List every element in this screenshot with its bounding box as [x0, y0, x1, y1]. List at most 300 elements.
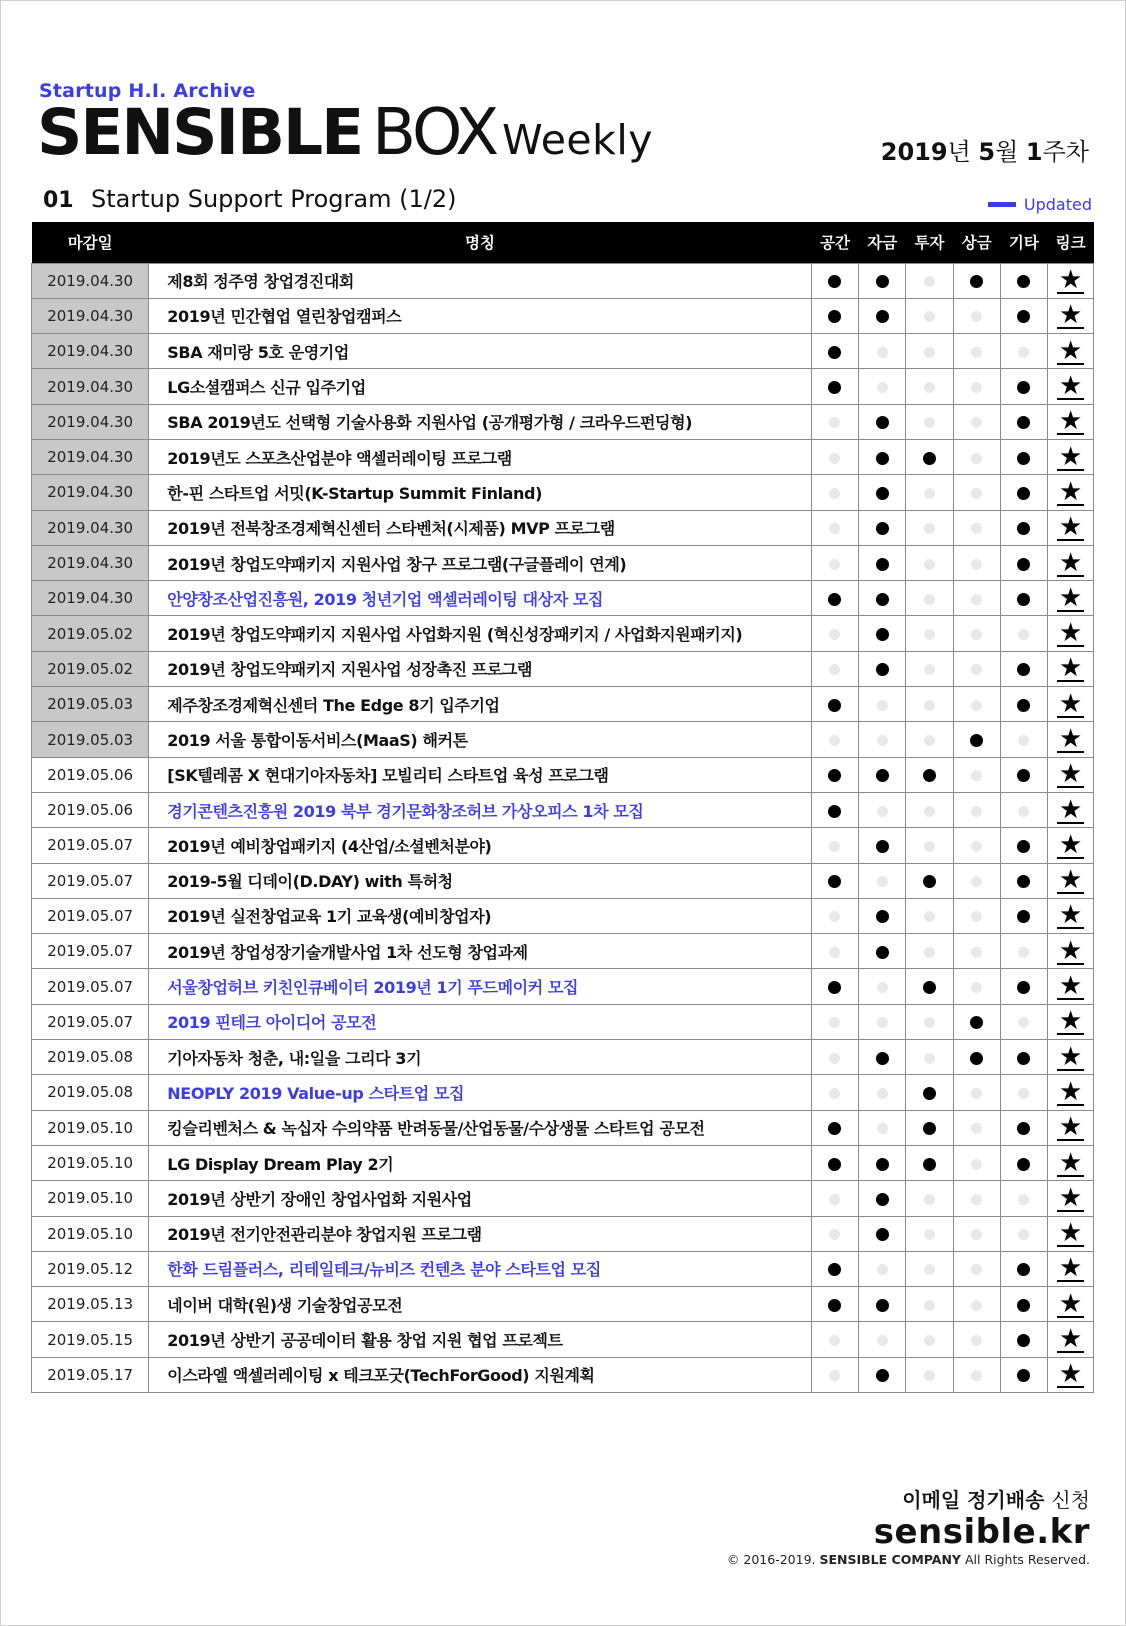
filled-dot-icon	[876, 1299, 889, 1312]
row-flag-other	[1000, 828, 1048, 863]
star-icon[interactable]: ★	[1058, 1288, 1083, 1319]
star-icon[interactable]: ★	[1058, 406, 1083, 437]
row-link[interactable]	[1048, 1004, 1094, 1039]
filled-dot-icon	[1017, 769, 1030, 782]
row-link[interactable]	[1048, 1357, 1094, 1392]
copyright-prefix: © 2016-2019.	[726, 1552, 816, 1567]
row-program-name: NEOPLY 2019 Value-up 스타트업 모집	[149, 1075, 811, 1110]
row-flag-other	[1000, 475, 1048, 510]
table-row	[32, 439, 1094, 474]
row-deadline	[32, 263, 149, 298]
row-flag-invest	[906, 1287, 954, 1322]
star-icon[interactable]: ★	[1058, 724, 1083, 754]
row-flag-space	[811, 687, 859, 722]
row-deadline-text: 2019.04.30	[47, 448, 134, 467]
row-link[interactable]	[1048, 969, 1094, 1004]
row-flag-invest	[906, 1004, 954, 1039]
empty-dot-icon	[877, 806, 888, 817]
star-icon[interactable]: ★	[1058, 688, 1083, 719]
filled-dot-icon	[1017, 699, 1030, 712]
star-icon[interactable]: ★	[1058, 759, 1083, 790]
filled-dot-icon	[1017, 310, 1030, 323]
empty-dot-icon	[971, 1194, 982, 1205]
row-flag-fund	[859, 475, 906, 510]
filled-dot-icon	[1017, 452, 1030, 465]
issue-month: 5	[978, 138, 996, 166]
row-deadline	[32, 369, 149, 404]
row-flag-prize	[953, 1216, 1000, 1251]
table-row	[32, 863, 1094, 898]
table-row	[32, 263, 1094, 298]
row-deadline-text: 2019.05.02	[47, 659, 134, 678]
star-icon[interactable]: ★	[1058, 371, 1083, 402]
row-deadline	[32, 687, 149, 722]
row-flag-prize	[953, 581, 1000, 616]
star-icon[interactable]: ★	[1058, 829, 1083, 860]
filled-dot-icon	[1017, 1052, 1030, 1065]
row-flag-space	[811, 1287, 859, 1322]
row-flag-prize	[953, 828, 1000, 863]
row-deadline	[32, 334, 149, 369]
row-flag-invest	[906, 863, 954, 898]
filled-dot-icon	[876, 910, 889, 923]
empty-dot-icon	[829, 735, 840, 746]
row-flag-fund	[859, 1251, 906, 1286]
empty-dot-icon	[971, 1088, 982, 1099]
row-flag-other	[1000, 439, 1048, 474]
row-deadline-text: 2019.04.30	[47, 483, 134, 502]
filled-dot-icon	[1017, 1334, 1030, 1347]
filled-dot-icon	[923, 769, 936, 782]
row-flag-space	[811, 1216, 859, 1251]
row-link[interactable]	[1048, 616, 1094, 651]
row-flag-fund	[859, 898, 906, 933]
row-link[interactable]	[1048, 687, 1094, 722]
row-link[interactable]	[1048, 369, 1094, 404]
table-row	[32, 757, 1094, 792]
row-deadline-text: 2019.05.17	[47, 1365, 134, 1384]
star-icon[interactable]: ★	[1058, 476, 1083, 507]
empty-dot-icon	[971, 382, 982, 393]
brand-title	[37, 98, 653, 168]
issue-week: 1	[1025, 138, 1043, 166]
row-program-name: 서울창업허브 키친인큐베이터 2019년 1기 푸드메이커 모집	[149, 969, 811, 1004]
empty-dot-icon	[877, 1264, 888, 1275]
table-row	[32, 581, 1094, 616]
row-flag-prize	[953, 1322, 1000, 1357]
row-link[interactable]	[1048, 651, 1094, 686]
row-flag-invest	[906, 757, 954, 792]
star-icon[interactable]: ★	[1058, 441, 1083, 472]
empty-dot-icon	[829, 1194, 840, 1205]
row-flag-prize	[953, 1181, 1000, 1216]
row-flag-invest	[906, 369, 954, 404]
empty-dot-icon	[877, 347, 888, 358]
issue-year-suffix: 년	[947, 138, 971, 166]
row-deadline-text: 2019.05.08	[47, 1048, 134, 1067]
empty-dot-icon	[1018, 1194, 1029, 1205]
row-link[interactable]	[1048, 792, 1094, 827]
empty-dot-icon	[971, 347, 982, 358]
row-deadline-text: 2019.05.07	[47, 942, 134, 961]
row-deadline	[32, 1181, 149, 1216]
row-link[interactable]	[1048, 545, 1094, 580]
row-flag-other	[1000, 898, 1048, 933]
row-deadline-text: 2019.05.02	[47, 624, 134, 643]
row-flag-fund	[859, 1322, 906, 1357]
empty-dot-icon	[924, 523, 935, 534]
empty-dot-icon	[924, 311, 935, 322]
row-deadline-text: 2019.05.07	[47, 871, 134, 890]
empty-dot-icon	[924, 947, 935, 958]
program-table	[31, 222, 1094, 1393]
empty-dot-icon	[1018, 1017, 1029, 1028]
archive-kicker: Startup H.I. Archive	[39, 80, 256, 102]
copyright	[727, 1552, 1090, 1567]
row-deadline-text: 2019.04.30	[47, 412, 134, 431]
row-flag-other	[1000, 934, 1048, 969]
row-flag-other	[1000, 1216, 1048, 1251]
filled-dot-icon	[923, 452, 936, 465]
row-flag-other	[1000, 510, 1048, 545]
filled-dot-icon	[876, 663, 889, 676]
star-icon[interactable]: ★	[1058, 1147, 1083, 1178]
row-flag-fund	[859, 1110, 906, 1145]
row-deadline-text: 2019.04.30	[47, 518, 134, 537]
row-flag-other	[1000, 969, 1048, 1004]
row-flag-invest	[906, 439, 954, 474]
star-icon[interactable]: ★	[1058, 547, 1083, 578]
row-flag-invest	[906, 1357, 954, 1392]
filled-dot-icon	[828, 1158, 841, 1171]
row-link[interactable]	[1048, 828, 1094, 863]
row-flag-invest	[906, 1110, 954, 1145]
table-row	[32, 828, 1094, 863]
row-program-name: 제주창조경제혁신센터 The Edge 8기 입주기업	[149, 687, 811, 722]
row-link[interactable]	[1048, 1251, 1094, 1286]
row-flag-invest	[906, 898, 954, 933]
filled-dot-icon	[1017, 275, 1030, 288]
filled-dot-icon	[970, 734, 983, 747]
row-link[interactable]	[1048, 934, 1094, 969]
empty-dot-icon	[829, 629, 840, 640]
row-link[interactable]	[1048, 439, 1094, 474]
empty-dot-icon	[877, 1335, 888, 1346]
star-icon[interactable]: ★	[1058, 512, 1083, 543]
star-icon[interactable]: ★	[1058, 794, 1083, 825]
filled-dot-icon	[1017, 558, 1030, 571]
empty-dot-icon	[924, 1370, 935, 1381]
row-flag-prize	[953, 1145, 1000, 1180]
table-row	[32, 510, 1094, 545]
row-flag-other	[1000, 863, 1048, 898]
star-icon[interactable]: ★	[1058, 300, 1083, 331]
row-flag-prize	[953, 969, 1000, 1004]
row-flag-invest	[906, 1181, 954, 1216]
empty-dot-icon	[971, 1264, 982, 1275]
filled-dot-icon	[828, 699, 841, 712]
filled-dot-icon	[970, 1052, 983, 1065]
filled-dot-icon	[828, 875, 841, 888]
row-flag-invest	[906, 263, 954, 298]
empty-dot-icon	[877, 735, 888, 746]
empty-dot-icon	[971, 559, 982, 570]
row-flag-invest	[906, 1040, 954, 1075]
row-link[interactable]	[1048, 1322, 1094, 1357]
row-deadline	[32, 722, 149, 757]
row-link[interactable]	[1048, 263, 1094, 298]
filled-dot-icon	[876, 310, 889, 323]
row-program-name: LG Display Dream Play 2기	[149, 1145, 811, 1180]
row-deadline-text: 2019.05.07	[47, 1012, 134, 1031]
empty-dot-icon	[877, 1017, 888, 1028]
issue-date	[881, 132, 1089, 167]
star-icon[interactable]: ★	[1058, 1253, 1083, 1284]
row-flag-space	[811, 1181, 859, 1216]
row-link[interactable]	[1048, 1110, 1094, 1145]
row-flag-invest	[906, 687, 954, 722]
row-flag-space	[811, 1004, 859, 1039]
row-link[interactable]	[1048, 510, 1094, 545]
row-link[interactable]	[1048, 722, 1094, 757]
row-flag-other	[1000, 298, 1048, 333]
row-flag-fund	[859, 1216, 906, 1251]
empty-dot-icon	[971, 876, 982, 887]
empty-dot-icon	[971, 700, 982, 711]
row-flag-fund	[859, 792, 906, 827]
empty-dot-icon	[1018, 629, 1029, 640]
empty-dot-icon	[924, 559, 935, 570]
row-flag-fund	[859, 581, 906, 616]
star-icon[interactable]: ★	[1058, 1324, 1083, 1355]
row-flag-fund	[859, 1145, 906, 1180]
row-flag-invest	[906, 334, 954, 369]
row-program-name: SBA 재미랑 5호 운영기업	[149, 334, 811, 369]
empty-dot-icon	[829, 1229, 840, 1240]
row-flag-invest	[906, 969, 954, 1004]
filled-dot-icon	[923, 981, 936, 994]
star-icon[interactable]: ★	[1058, 1041, 1083, 1072]
row-program-name: 2019년 상반기 공공데이터 활용 창업 지원 협업 프로젝트	[149, 1322, 811, 1357]
empty-dot-icon	[924, 735, 935, 746]
row-program-name: 제8회 정주영 창업경진대회	[149, 263, 811, 298]
row-flag-other	[1000, 792, 1048, 827]
row-flag-space	[811, 510, 859, 545]
section-heading	[43, 185, 456, 213]
row-flag-other	[1000, 1357, 1048, 1392]
row-flag-prize	[953, 439, 1000, 474]
row-flag-prize	[953, 263, 1000, 298]
row-deadline-text: 2019.05.07	[47, 977, 134, 996]
star-icon[interactable]: ★	[1058, 971, 1083, 1002]
star-icon[interactable]: ★	[1058, 1006, 1083, 1037]
row-deadline-text: 2019.05.13	[47, 1295, 134, 1314]
row-deadline	[32, 792, 149, 827]
star-icon[interactable]: ★	[1058, 653, 1083, 684]
row-link[interactable]	[1048, 1075, 1094, 1110]
empty-dot-icon	[971, 1335, 982, 1346]
empty-dot-icon	[924, 629, 935, 640]
row-program-name: 기아자동차 청춘, 내:일을 그리다 3기	[149, 1040, 811, 1075]
row-deadline-text: 2019.04.30	[47, 342, 134, 361]
row-deadline-text: 2019.05.10	[47, 1118, 134, 1137]
empty-dot-icon	[1018, 347, 1029, 358]
filled-dot-icon	[1017, 663, 1030, 676]
row-link[interactable]	[1048, 863, 1094, 898]
filled-dot-icon	[876, 1193, 889, 1206]
filled-dot-icon	[876, 1369, 889, 1382]
filled-dot-icon	[1017, 910, 1030, 923]
empty-dot-icon	[924, 488, 935, 499]
row-flag-invest	[906, 1145, 954, 1180]
table-row	[32, 1251, 1094, 1286]
empty-dot-icon	[971, 806, 982, 817]
site-link[interactable]: sensible.kr	[873, 1512, 1090, 1552]
row-deadline-text: 2019.05.03	[47, 730, 134, 749]
email-subscribe-cta[interactable]	[902, 1484, 1090, 1513]
header-space: 공간	[811, 222, 859, 263]
empty-dot-icon	[924, 1264, 935, 1275]
row-deadline	[32, 1004, 149, 1039]
filled-dot-icon	[828, 1122, 841, 1135]
row-flag-fund	[859, 1040, 906, 1075]
star-icon[interactable]: ★	[1058, 935, 1083, 966]
row-deadline-text: 2019.05.15	[47, 1330, 134, 1349]
star-icon[interactable]: ★	[1058, 1182, 1083, 1213]
star-icon[interactable]: ★	[1058, 865, 1083, 896]
filled-dot-icon	[923, 875, 936, 888]
row-flag-other	[1000, 616, 1048, 651]
row-program-name: 2019 서울 통합이동서비스(MaaS) 해커톤	[149, 722, 811, 757]
row-link[interactable]	[1048, 334, 1094, 369]
empty-dot-icon	[971, 311, 982, 322]
row-deadline	[32, 1251, 149, 1286]
row-flag-prize	[953, 616, 1000, 651]
star-icon[interactable]: ★	[1058, 265, 1083, 296]
filled-dot-icon	[828, 275, 841, 288]
empty-dot-icon	[829, 559, 840, 570]
empty-dot-icon	[829, 1017, 840, 1028]
issue-month-suffix: 월	[995, 138, 1019, 166]
row-flag-space	[811, 263, 859, 298]
issue-year: 2019	[880, 138, 948, 166]
star-icon[interactable]: ★	[1058, 1218, 1083, 1249]
row-flag-other	[1000, 1181, 1048, 1216]
updated-legend-swatch	[988, 202, 1016, 207]
row-flag-invest	[906, 298, 954, 333]
table-row	[32, 404, 1094, 439]
filled-dot-icon	[876, 558, 889, 571]
empty-dot-icon	[924, 1229, 935, 1240]
row-link[interactable]	[1048, 898, 1094, 933]
table-row	[32, 1181, 1094, 1216]
table-body	[32, 263, 1094, 1393]
row-deadline	[32, 1110, 149, 1145]
row-deadline	[32, 581, 149, 616]
star-icon[interactable]: ★	[1058, 582, 1083, 613]
filled-dot-icon	[1017, 1122, 1030, 1135]
star-icon[interactable]: ★	[1058, 1076, 1083, 1107]
table-header-row	[32, 222, 1094, 263]
filled-dot-icon	[876, 840, 889, 853]
empty-dot-icon	[971, 523, 982, 534]
star-icon[interactable]: ★	[1058, 335, 1083, 366]
row-link[interactable]	[1048, 1145, 1094, 1180]
row-program-name: [SK텔레콤 X 현대기아자동차] 모빌리티 스타트업 육성 프로그램	[149, 757, 811, 792]
empty-dot-icon	[971, 841, 982, 852]
row-program-name: 2019-5월 디데이(D.DAY) with 특허청	[149, 863, 811, 898]
row-link[interactable]	[1048, 581, 1094, 616]
filled-dot-icon	[876, 593, 889, 606]
row-flag-invest	[906, 581, 954, 616]
empty-dot-icon	[829, 664, 840, 675]
row-flag-space	[811, 616, 859, 651]
row-deadline	[32, 898, 149, 933]
row-deadline	[32, 298, 149, 333]
empty-dot-icon	[971, 488, 982, 499]
empty-dot-icon	[971, 664, 982, 675]
star-icon[interactable]: ★	[1058, 618, 1083, 649]
row-flag-prize	[953, 1251, 1000, 1286]
row-flag-fund	[859, 369, 906, 404]
row-flag-invest	[906, 1075, 954, 1110]
filled-dot-icon	[923, 1087, 936, 1100]
brand-weekly: Weekly	[502, 116, 654, 164]
star-icon[interactable]: ★	[1058, 1112, 1083, 1143]
row-deadline-text: 2019.04.30	[47, 554, 134, 573]
row-flag-other	[1000, 334, 1048, 369]
row-link[interactable]	[1048, 1216, 1094, 1251]
empty-dot-icon	[829, 1370, 840, 1381]
header-invest: 투자	[906, 222, 954, 263]
row-flag-space	[811, 475, 859, 510]
table-row	[32, 1216, 1094, 1251]
row-link[interactable]	[1048, 475, 1094, 510]
filled-dot-icon	[1017, 840, 1030, 853]
empty-dot-icon	[971, 1159, 982, 1170]
table-row	[32, 1075, 1094, 1110]
row-link[interactable]	[1048, 757, 1094, 792]
table-row	[32, 334, 1094, 369]
row-link[interactable]	[1048, 1181, 1094, 1216]
row-flag-fund	[859, 404, 906, 439]
row-flag-fund	[859, 545, 906, 580]
row-link[interactable]	[1048, 298, 1094, 333]
row-program-name: 2019년 창업도약패키지 지원사업 창구 프로그램(구글플레이 연계)	[149, 545, 811, 580]
empty-dot-icon	[877, 982, 888, 993]
row-deadline	[32, 934, 149, 969]
empty-dot-icon	[971, 1229, 982, 1240]
star-icon[interactable]: ★	[1058, 900, 1083, 931]
table-row	[32, 475, 1094, 510]
row-flag-fund	[859, 616, 906, 651]
row-link[interactable]	[1048, 1040, 1094, 1075]
row-deadline-text: 2019.05.07	[47, 906, 134, 925]
row-flag-space	[811, 651, 859, 686]
row-flag-invest	[906, 404, 954, 439]
row-flag-space	[811, 1040, 859, 1075]
empty-dot-icon	[877, 1088, 888, 1099]
table-row	[32, 1357, 1094, 1392]
row-program-name: 2019년 예비창업패키지 (4산업/소셜벤처분야)	[149, 828, 811, 863]
row-link[interactable]	[1048, 404, 1094, 439]
empty-dot-icon	[971, 982, 982, 993]
row-program-name: 2019년 창업도약패키지 지원사업 사업화지원 (혁신성장패키지 / 사업화지원패키지)	[149, 616, 811, 651]
filled-dot-icon	[876, 275, 889, 288]
table-row	[32, 545, 1094, 580]
row-link[interactable]	[1048, 1287, 1094, 1322]
star-icon[interactable]: ★	[1058, 1359, 1083, 1390]
